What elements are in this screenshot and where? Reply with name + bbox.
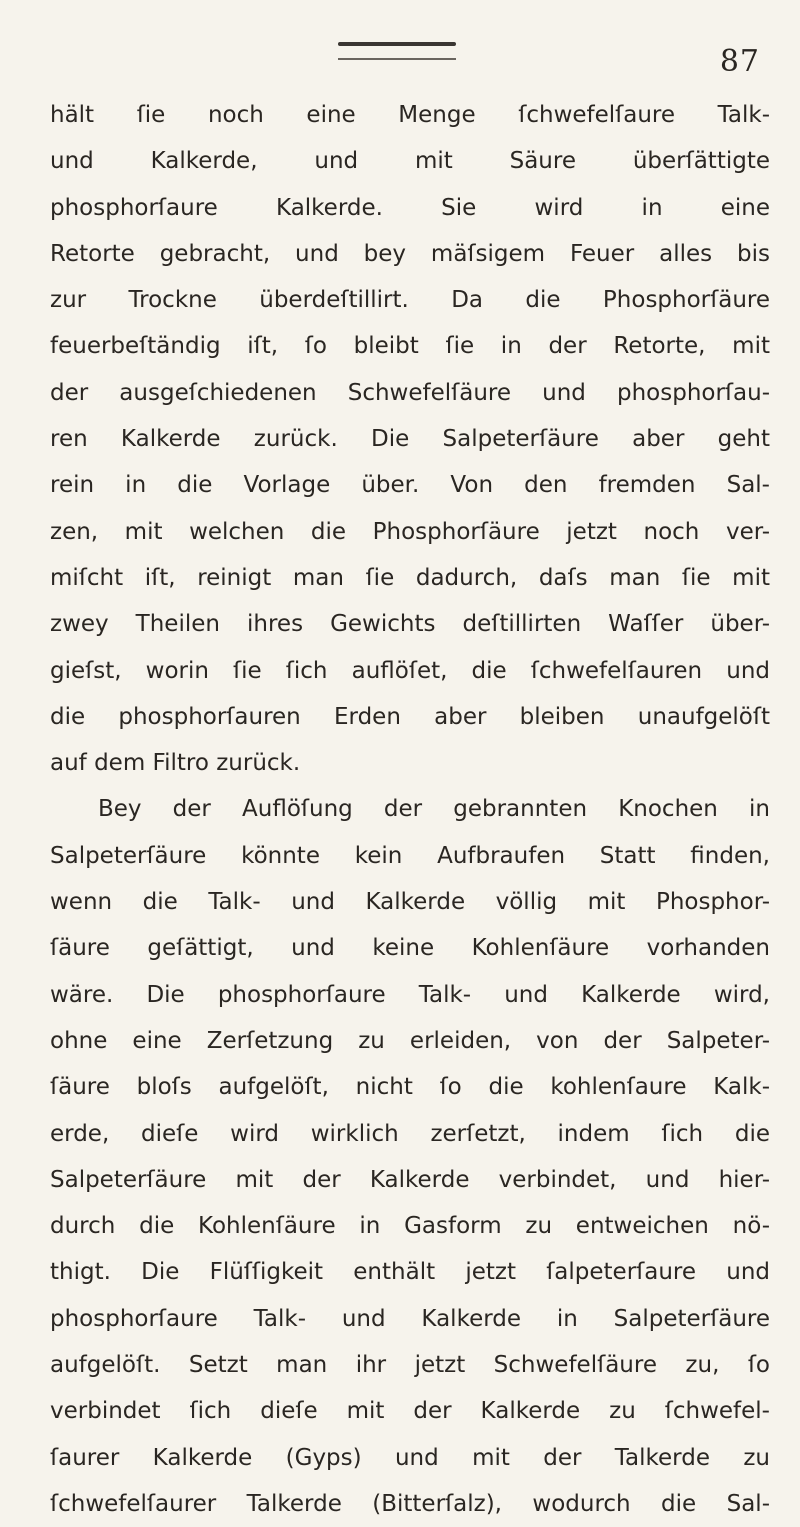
header-ornament-thin-rule <box>338 58 456 60</box>
text-line: ſäure geſättigt, und keine Kohlenſäure vorhanden <box>50 935 770 962</box>
text-line: ohne eine Zerſetzung zu erleiden, von der Salpeter- <box>50 1027 770 1054</box>
text-line: Salpeterſäure mit der Kalkerde verbindet, und hier- <box>50 1166 770 1193</box>
text-line: phosphorſaure Talk- und Kalkerde in Salpeterſäure <box>50 1305 770 1332</box>
text-line: rein in die Vorlage über. Von den fremden Sal- <box>50 472 770 499</box>
text-line: ſchwefelſaurer Talkerde (Bitterſalz), wodurch die Sal- <box>50 1490 770 1517</box>
text-line: wäre. Die phosphorſaure Talk- und Kalkerde wird, <box>50 981 770 1008</box>
text-line: aufgelöſt. Setzt man ihr jetzt Schwefelſäure zu, ſo <box>50 1352 770 1379</box>
text-line: und Kalkerde, und mit Säure überſättigte <box>50 148 770 175</box>
text-line-paragraph-start: Bey der Auflöſung der gebrannten Knochen in <box>98 796 770 823</box>
text-line: verbindet ſich dieſe mit der Kalkerde zu ſchwefel- <box>50 1398 770 1425</box>
text-line: gieſst, worin ſie ſich auflöſet, die ſchwefelſauren und <box>50 657 770 684</box>
text-line: erde, dieſe wird wirklich zerſetzt, indem ſich die <box>50 1120 770 1147</box>
text-line: ſaurer Kalkerde (Gyps) und mit der Talkerde zu <box>50 1444 770 1471</box>
text-line: der ausgeſchiedenen Schwefelſäure und phosphorſau- <box>50 379 770 406</box>
text-line: miſcht iſt, reinigt man ſie dadurch, daſs man ſie mit <box>50 564 770 591</box>
text-line: die phosphorſauren Erden aber bleiben unaufgelöſt <box>50 703 770 730</box>
text-line: feuerbeſtändig iſt, ſo bleibt ſie in der Retorte, mit <box>50 333 770 360</box>
text-line: Retorte gebracht, und bey mäſsigem Feuer alles bis <box>50 240 770 267</box>
text-line: thigt. Die Flüſſigkeit enthält jetzt ſalpeterſaure und <box>50 1259 770 1286</box>
text-line: wenn die Talk- und Kalkerde völlig mit Phosphor- <box>50 889 770 916</box>
text-line: Salpeterſäure könnte kein Aufbraufen Statt finden, <box>50 842 770 869</box>
text-line: zen, mit welchen die Phosphorſäure jetzt noch ver- <box>50 518 770 545</box>
text-line-paragraph-end: auf dem Filtro zurück. <box>50 750 301 777</box>
text-line: hält ſie noch eine Menge ſchwefelſaure Talk- <box>50 102 770 128</box>
text-line: zwey Theilen ihres Gewichts deſtillirten Waſſer über- <box>50 611 770 638</box>
text-line: ſäure bloſs aufgelöſt, nicht ſo die kohlenſaure Kalk- <box>50 1074 770 1101</box>
body-text <box>50 92 770 1527</box>
text-line: durch die Kohlenſäure in Gasform zu entweichen nö- <box>50 1213 770 1240</box>
text-line: zur Trockne überdeſtillirt. Da die Phosphorſäure <box>50 287 770 314</box>
page-number: 87 <box>719 44 760 79</box>
header-ornament-rule <box>338 42 456 46</box>
text-line: phosphorſaure Kalkerde. Sie wird in eine <box>50 194 770 221</box>
text-line: ren Kalkerde zurück. Die Salpeterſäure aber geht <box>50 426 770 453</box>
